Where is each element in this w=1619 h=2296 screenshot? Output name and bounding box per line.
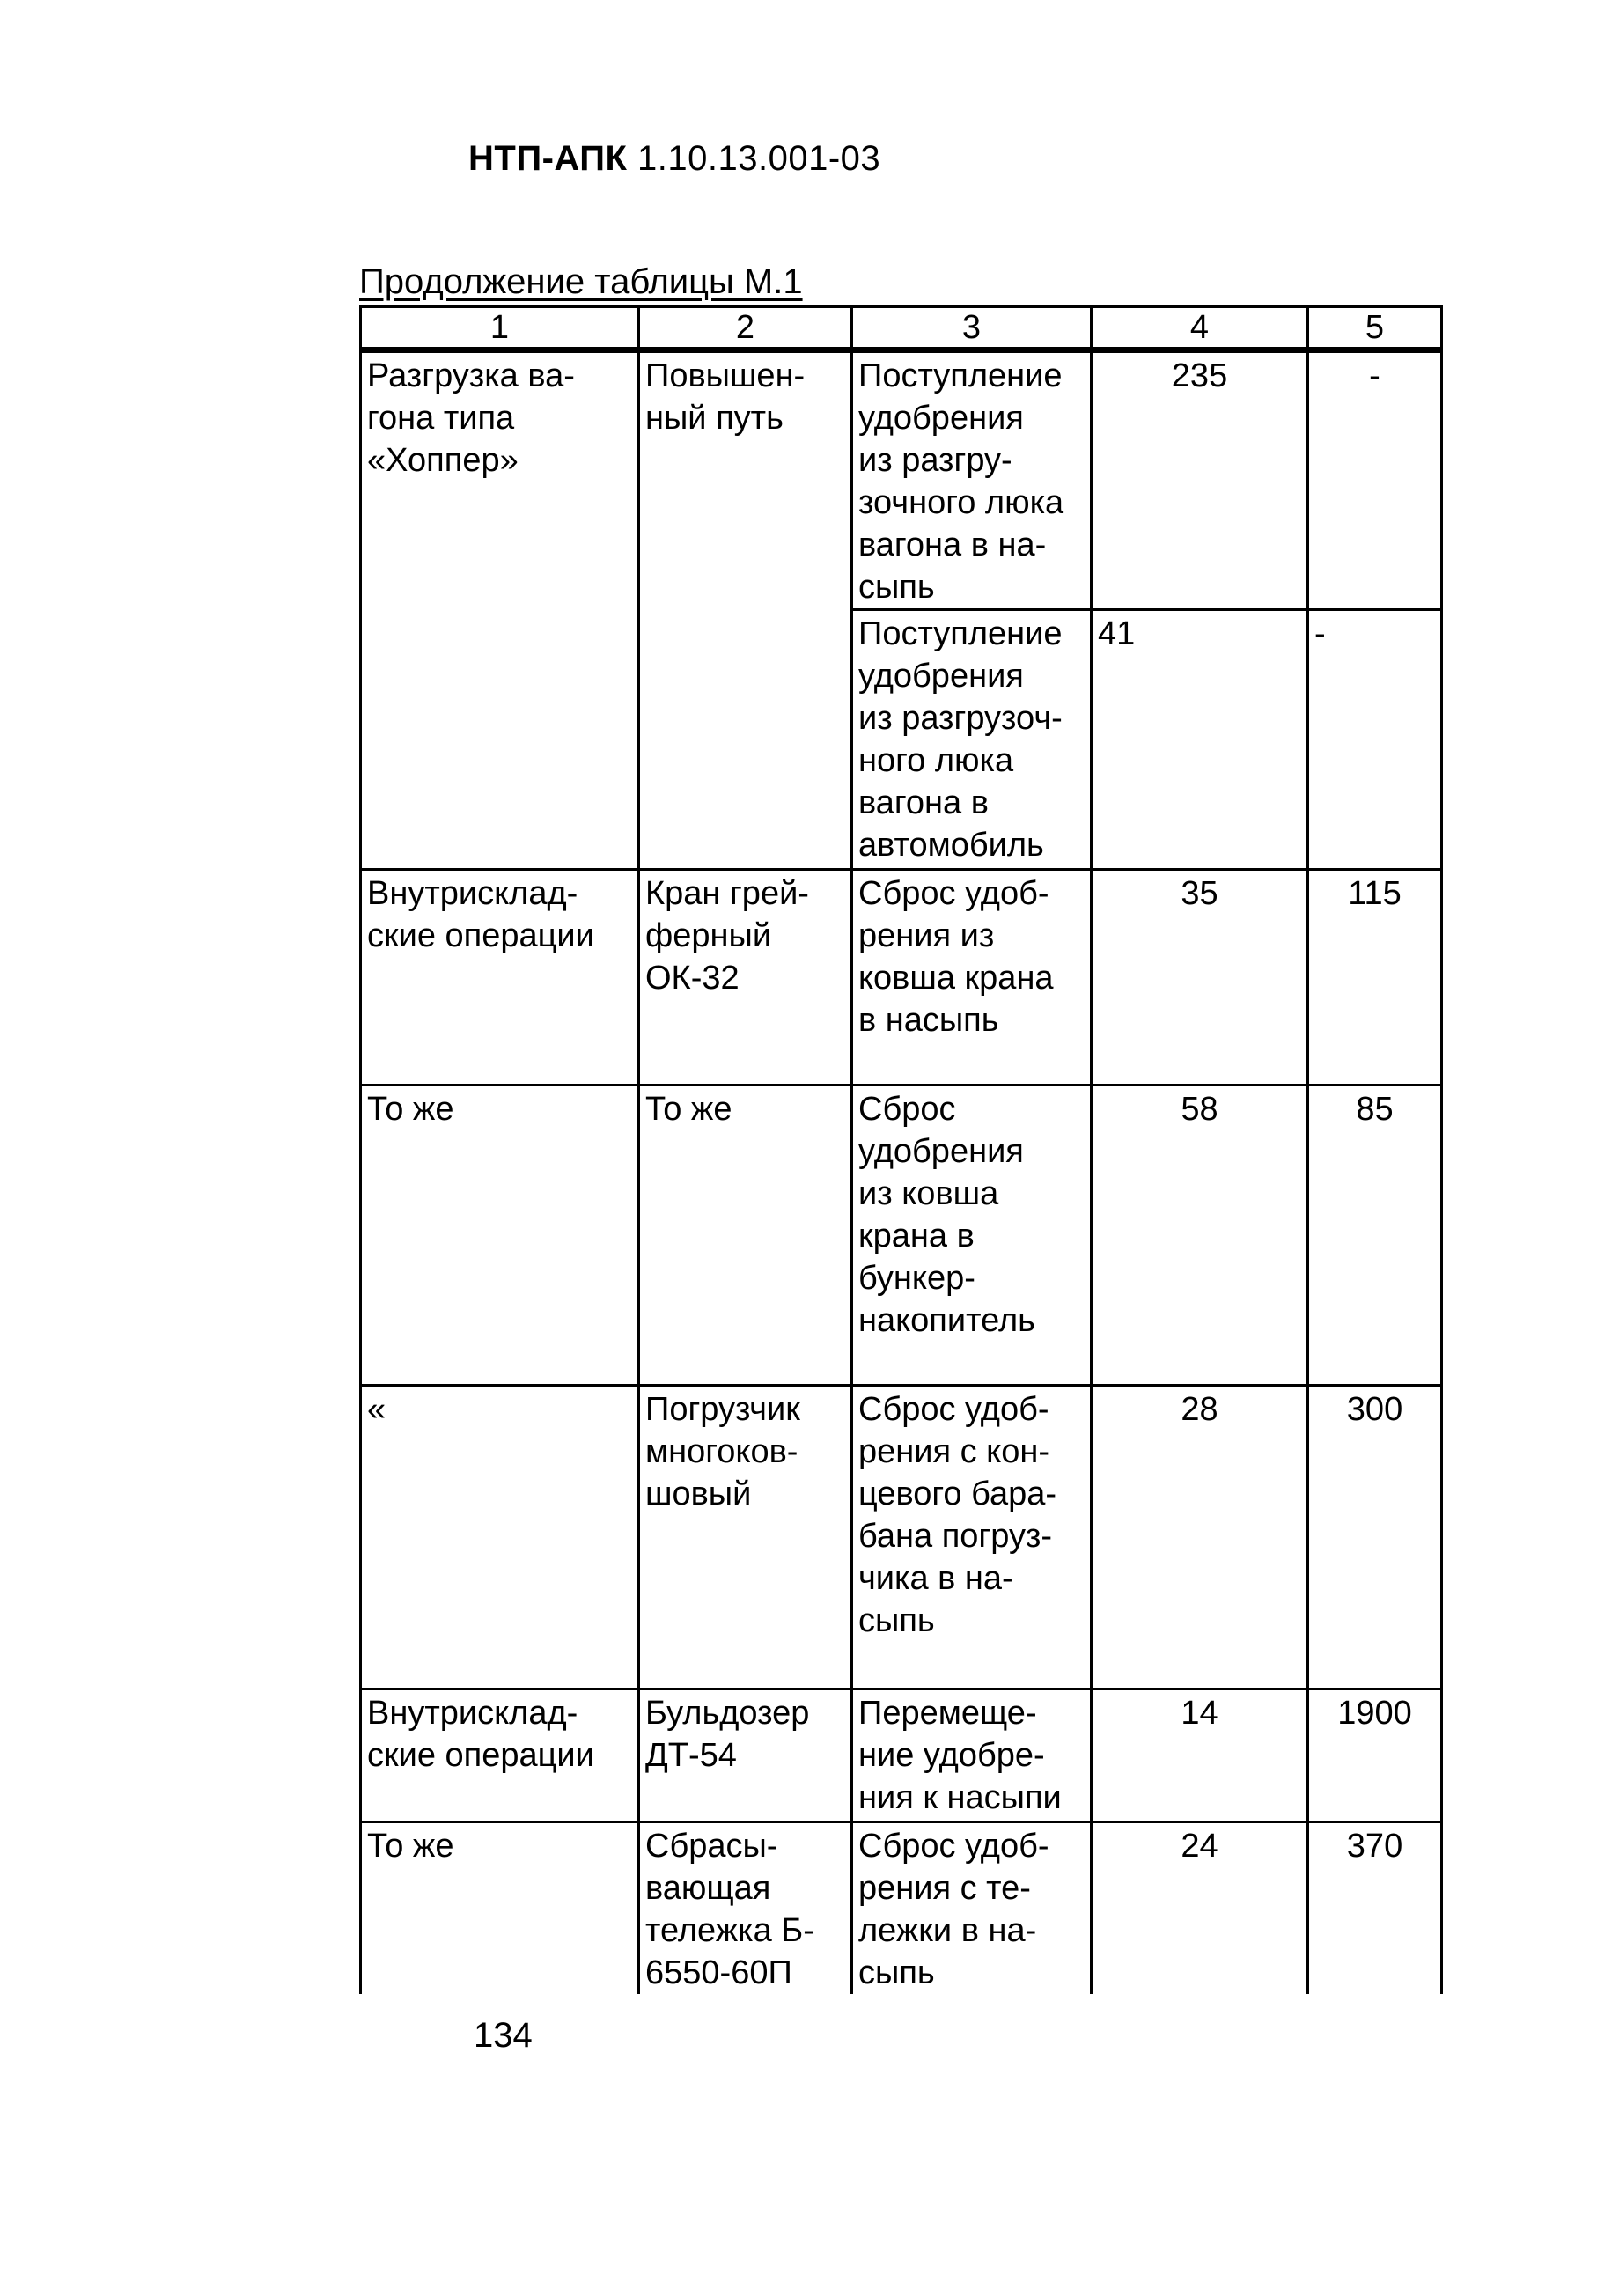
table-header-row: [361, 307, 1442, 350]
table-row: [361, 1085, 1442, 1386]
column-header: 4: [1092, 307, 1308, 350]
table-cell: 28: [1092, 1386, 1308, 1689]
table-row: [361, 870, 1442, 1085]
table-row: [361, 1822, 1442, 1995]
table-cell: Разгрузка ва- гона типа «Хоппер»: [361, 350, 639, 870]
table-cell: Бульдозер ДТ-54: [639, 1689, 852, 1822]
table-cell: 115: [1308, 870, 1442, 1085]
table-cell: 235: [1092, 350, 1308, 610]
column-header: 1: [361, 307, 639, 350]
table-cell: 14: [1092, 1689, 1308, 1822]
document-code-prefix: НТП-АПК: [468, 139, 628, 178]
table-cell: Сброс удоб- рения с кон- цевого бара- бана погруз- чика в на- сыпь: [852, 1386, 1092, 1689]
table-cell: 1900: [1308, 1689, 1442, 1822]
table-cell: Сбрасы- вающая тележка Б- 6550-60П: [639, 1822, 852, 1995]
table-cell: -: [1308, 350, 1442, 610]
table-cell: 24: [1092, 1822, 1308, 1995]
table-row: [361, 350, 1442, 610]
table-cell: 41: [1092, 610, 1308, 870]
data-table: [359, 305, 1443, 1994]
table-cell: Внутрисклад- ские операции: [361, 870, 639, 1085]
table-cell: Погрузчик многоков- шовый: [639, 1386, 852, 1689]
table-caption: Продолжение таблицы М.1: [359, 262, 803, 301]
table-cell: 35: [1092, 870, 1308, 1085]
column-header: 5: [1308, 307, 1442, 350]
table-cell: Перемеще- ние удобре- ния к насыпи: [852, 1689, 1092, 1822]
table-cell: То же: [361, 1822, 639, 1995]
table-cell: Сброс удобрения из ковша крана в бункер- накопитель: [852, 1085, 1092, 1386]
table-cell: -: [1308, 610, 1442, 870]
table-cell: Поступление удобрения из разгрузоч- ного люка вагона в автомобиль: [852, 610, 1092, 870]
column-header: 2: [639, 307, 852, 350]
table-cell: То же: [639, 1085, 852, 1386]
table-cell: Повышен- ный путь: [639, 350, 852, 870]
table-cell: Поступление удобрения из разгру- зочного люка вагона в на- сыпь: [852, 350, 1092, 610]
table-cell: Сброс удоб- рения из ковша крана в насыпь: [852, 870, 1092, 1085]
table-cell: 370: [1308, 1822, 1442, 1995]
table-cell: 58: [1092, 1085, 1308, 1386]
table-cell: То же: [361, 1085, 639, 1386]
page-number: 134: [474, 2016, 533, 2055]
document-code-number: 1.10.13.001-03: [627, 139, 881, 178]
table-cell: «: [361, 1386, 639, 1689]
table-row: [361, 1689, 1442, 1822]
table-row: [361, 1386, 1442, 1689]
table-cell: Сброс удоб- рения с те- лежки в на- сыпь: [852, 1822, 1092, 1995]
document-code: [468, 139, 880, 179]
table-cell: Кран грей- ферный ОК-32: [639, 870, 852, 1085]
column-header: 3: [852, 307, 1092, 350]
table-cell: 85: [1308, 1085, 1442, 1386]
table-cell: Внутрисклад- ские операции: [361, 1689, 639, 1822]
table-cell: 300: [1308, 1386, 1442, 1689]
